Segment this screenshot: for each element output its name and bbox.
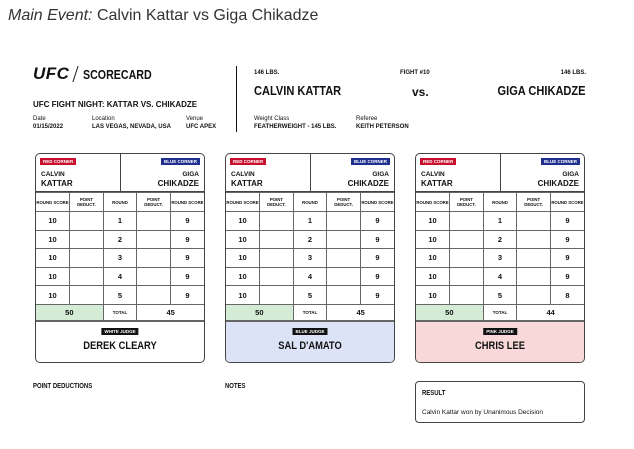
- event-location: [92, 115, 171, 131]
- blue-round-score: 9: [360, 212, 394, 231]
- red-round-score: 10: [36, 286, 70, 305]
- blue-fighter-name: GIGA CHIKADZE: [497, 83, 586, 98]
- red-point-deduct: [450, 267, 484, 286]
- round-number: 1: [483, 212, 517, 231]
- red-round-score-header: ROUND SCORE: [36, 193, 70, 212]
- blue-round-score: 9: [170, 230, 204, 249]
- blue-round-score: 9: [360, 249, 394, 268]
- red-point-deduct: [260, 230, 294, 249]
- red-round-score: 10: [416, 230, 450, 249]
- red-first-name: CALVIN: [231, 171, 255, 178]
- round-row: [36, 212, 204, 231]
- red-point-deduct: [70, 212, 104, 231]
- blue-last-name: CHIKADZE: [347, 179, 389, 188]
- red-round-score: 10: [416, 249, 450, 268]
- blue-corner-name: [538, 170, 579, 188]
- blue-point-deduct: [137, 230, 171, 249]
- round-number: 2: [483, 230, 517, 249]
- round-number: 4: [293, 267, 327, 286]
- blue-round-score: 9: [170, 249, 204, 268]
- blue-point-deduct: [517, 267, 551, 286]
- red-round-score: 10: [416, 286, 450, 305]
- blue-round-score: 9: [170, 212, 204, 231]
- red-round-score: 10: [226, 286, 260, 305]
- judge-scorecard: [415, 153, 585, 363]
- red-round-score: 10: [226, 212, 260, 231]
- red-fighter-name: CALVIN KATTAR: [254, 83, 342, 98]
- blue-round-score: 9: [550, 230, 584, 249]
- event-venue: [186, 115, 216, 131]
- round-row: [416, 212, 584, 231]
- score-table-header: [416, 193, 584, 212]
- blue-last-name: CHIKADZE: [157, 179, 199, 188]
- score-table: [226, 192, 394, 321]
- blue-round-score: 9: [360, 286, 394, 305]
- weight-class: [254, 115, 336, 131]
- location-value: LAS VEGAS, NEVADA, USA: [92, 124, 171, 130]
- red-point-deduct: [70, 267, 104, 286]
- blue-round-score-header: ROUND SCORE: [170, 193, 204, 212]
- blue-round-score: 9: [170, 286, 204, 305]
- red-corner-name: [421, 170, 453, 188]
- judge-color-tag: PINK JUDGE: [483, 328, 517, 335]
- round-row: [226, 230, 394, 249]
- red-round-score: 10: [36, 249, 70, 268]
- blue-point-deduct: [517, 230, 551, 249]
- red-point-deduct: [70, 249, 104, 268]
- round-header: ROUND: [293, 193, 327, 212]
- blue-round-score: 9: [360, 267, 394, 286]
- round-header: ROUND: [103, 193, 137, 212]
- red-point-deduct-header: POINT DEDUCT.: [260, 193, 294, 212]
- event-title: UFC FIGHT NIGHT: KATTAR VS. CHIKADZE: [33, 100, 198, 109]
- ufc-logo-text: UFC: [33, 64, 70, 83]
- scorecard-label: SCORECARD: [83, 66, 153, 82]
- blue-point-deduct: [327, 286, 361, 305]
- red-point-deduct: [70, 230, 104, 249]
- card-header: [226, 154, 394, 192]
- blue-corner-tag: BLUE CORNER: [541, 158, 580, 165]
- blue-point-deduct: [327, 230, 361, 249]
- venue-value: UFC APEX: [186, 124, 217, 130]
- total-row: [226, 304, 394, 320]
- result-box: [415, 381, 585, 423]
- card-header: [36, 154, 204, 192]
- total-row: [416, 304, 584, 320]
- red-total: 50: [36, 304, 103, 320]
- score-table: [36, 192, 204, 321]
- notes-label: NOTES: [225, 383, 246, 390]
- card-header: [416, 154, 584, 192]
- blue-total: 45: [137, 304, 204, 320]
- round-number: 3: [483, 249, 517, 268]
- blue-corner-name: [348, 170, 389, 188]
- round-number: 5: [293, 286, 327, 305]
- blue-round-score: 8: [550, 286, 584, 305]
- point-deductions-label: POINT DEDUCTIONS: [33, 383, 93, 390]
- blue-fighter-weight: 146 LBS.: [560, 70, 586, 76]
- blue-point-deduct: [327, 212, 361, 231]
- total-row: [36, 304, 204, 320]
- blue-round-score: 9: [550, 249, 584, 268]
- blue-point-deduct: [327, 267, 361, 286]
- score-table-header: [36, 193, 204, 212]
- weight-class-value: FEATHERWEIGHT - 145 LBS.: [254, 124, 337, 130]
- round-number: 4: [103, 267, 137, 286]
- blue-point-deduct-header: POINT DEDUCT.: [327, 193, 361, 212]
- round-number: 5: [103, 286, 137, 305]
- red-corner-name: [231, 170, 263, 188]
- round-number: 2: [293, 230, 327, 249]
- red-total: 50: [226, 304, 293, 320]
- blue-round-score-header: ROUND SCORE: [550, 193, 584, 212]
- red-point-deduct-header: POINT DEDUCT.: [70, 193, 104, 212]
- page-caption: [8, 7, 318, 25]
- red-corner-tag: RED CORNER: [420, 158, 456, 165]
- judge-name: DEREK CLEARY: [83, 339, 157, 352]
- corner-divider: [120, 154, 121, 192]
- round-header: ROUND: [483, 193, 517, 212]
- total-label: TOTAL: [293, 304, 327, 320]
- round-row: [416, 249, 584, 268]
- round-row: [36, 249, 204, 268]
- blue-corner-tag: BLUE CORNER: [161, 158, 200, 165]
- venue-label: Venue: [186, 116, 204, 122]
- red-round-score: 10: [36, 212, 70, 231]
- red-last-name: KATTAR: [41, 179, 73, 188]
- round-number: 2: [103, 230, 137, 249]
- red-round-score: 10: [36, 267, 70, 286]
- blue-point-deduct-header: POINT DEDUCT.: [137, 193, 171, 212]
- judge-name: CHRIS LEE: [475, 339, 525, 352]
- blue-first-name: GIGA: [562, 171, 579, 178]
- red-point-deduct: [260, 286, 294, 305]
- location-label: Location: [92, 116, 115, 122]
- red-point-deduct: [260, 212, 294, 231]
- round-number: 1: [293, 212, 327, 231]
- blue-point-deduct: [137, 267, 171, 286]
- round-number: 3: [293, 249, 327, 268]
- judge-color-tag: WHITE JUDGE: [101, 328, 138, 335]
- blue-round-score-header: ROUND SCORE: [360, 193, 394, 212]
- red-round-score: 10: [226, 249, 260, 268]
- caption-event-label: Main Event:: [8, 7, 93, 24]
- blue-point-deduct: [517, 249, 551, 268]
- red-point-deduct: [260, 249, 294, 268]
- blue-point-deduct: [137, 249, 171, 268]
- round-row: [226, 249, 394, 268]
- red-point-deduct: [450, 230, 484, 249]
- round-row: [36, 267, 204, 286]
- judge-area: [226, 321, 394, 363]
- corner-divider: [310, 154, 311, 192]
- red-round-score: 10: [416, 212, 450, 231]
- red-round-score: 10: [226, 267, 260, 286]
- round-row: [226, 212, 394, 231]
- round-row: [36, 230, 204, 249]
- blue-round-score: 9: [550, 267, 584, 286]
- blue-point-deduct: [517, 286, 551, 305]
- red-round-score: 10: [416, 267, 450, 286]
- judge-name: SAL D'AMATO: [278, 339, 342, 352]
- result-text: Calvin Kattar won by Unanimous Decision: [422, 409, 544, 416]
- blue-first-name: GIGA: [372, 171, 389, 178]
- round-row: [416, 267, 584, 286]
- blue-round-score: 9: [360, 230, 394, 249]
- blue-first-name: GIGA: [182, 171, 199, 178]
- referee: [356, 115, 409, 131]
- red-round-score-header: ROUND SCORE: [416, 193, 450, 212]
- weight-class-label: Weight Class: [254, 116, 290, 122]
- versus-label: vs.: [412, 85, 429, 99]
- blue-corner-name: [158, 170, 199, 188]
- blue-corner-tag: BLUE CORNER: [351, 158, 390, 165]
- red-point-deduct: [70, 286, 104, 305]
- blue-round-score: 9: [170, 267, 204, 286]
- blue-point-deduct: [327, 249, 361, 268]
- logo-divider: [73, 66, 79, 82]
- score-table: [416, 192, 584, 321]
- header-divider: [236, 66, 237, 132]
- event-date: [33, 115, 63, 131]
- caption-matchup: Calvin Kattar vs Giga Chikadze: [96, 7, 319, 24]
- red-corner-tag: RED CORNER: [40, 158, 76, 165]
- judge-area: [36, 321, 204, 363]
- red-corner-name: [41, 170, 73, 188]
- score-table-header: [226, 193, 394, 212]
- red-last-name: KATTAR: [231, 179, 263, 188]
- round-number: 1: [103, 212, 137, 231]
- blue-point-deduct: [137, 212, 171, 231]
- total-label: TOTAL: [103, 304, 137, 320]
- ufc-scorecard-logo: [33, 64, 167, 84]
- referee-value: KEITH PETERSON: [356, 124, 409, 130]
- round-row: [416, 230, 584, 249]
- red-round-score-header: ROUND SCORE: [226, 193, 260, 212]
- blue-total: 44: [517, 304, 584, 320]
- red-corner-tag: RED CORNER: [230, 158, 266, 165]
- fight-number: FIGHT #10: [400, 70, 430, 76]
- blue-total: 45: [327, 304, 394, 320]
- round-number: 4: [483, 267, 517, 286]
- red-point-deduct: [260, 267, 294, 286]
- referee-label: Referee: [356, 116, 378, 122]
- judge-color-tag: BLUE JUDGE: [292, 328, 327, 335]
- red-point-deduct-header: POINT DEDUCT.: [450, 193, 484, 212]
- round-number: 3: [103, 249, 137, 268]
- round-row: [226, 267, 394, 286]
- red-last-name: KATTAR: [421, 179, 453, 188]
- total-label: TOTAL: [483, 304, 517, 320]
- result-label: RESULT: [422, 390, 446, 397]
- blue-point-deduct: [517, 212, 551, 231]
- round-row: [36, 286, 204, 305]
- red-point-deduct: [450, 212, 484, 231]
- red-round-score: 10: [36, 230, 70, 249]
- judge-scorecard: [225, 153, 395, 363]
- blue-point-deduct-header: POINT DEDUCT.: [517, 193, 551, 212]
- judge-scorecard: [35, 153, 205, 363]
- red-point-deduct: [450, 249, 484, 268]
- red-fighter-weight: 146 LBS.: [254, 70, 280, 76]
- round-number: 5: [483, 286, 517, 305]
- date-label: Date: [33, 116, 46, 122]
- judge-area: [416, 321, 584, 363]
- round-row: [416, 286, 584, 305]
- blue-round-score: 9: [550, 212, 584, 231]
- red-total: 50: [416, 304, 483, 320]
- round-row: [226, 286, 394, 305]
- date-value: 01/15/2022: [33, 124, 64, 130]
- red-first-name: CALVIN: [421, 171, 445, 178]
- corner-divider: [500, 154, 501, 192]
- blue-last-name: CHIKADZE: [537, 179, 579, 188]
- red-first-name: CALVIN: [41, 171, 65, 178]
- red-round-score: 10: [226, 230, 260, 249]
- blue-point-deduct: [137, 286, 171, 305]
- red-point-deduct: [450, 286, 484, 305]
